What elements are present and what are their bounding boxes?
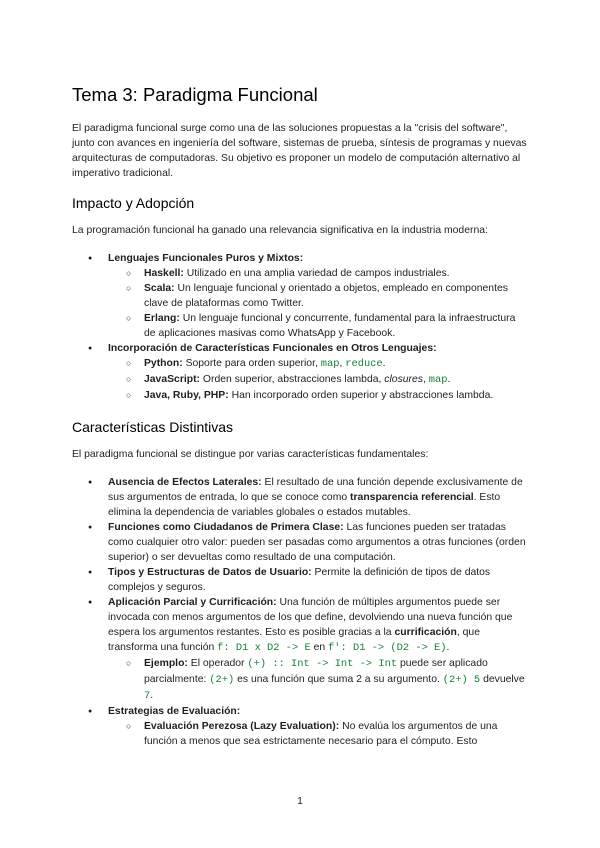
list-item-python: [108, 356, 528, 372]
item-text: , que transforma una función: [108, 627, 480, 653]
list-item-aplicacion: [72, 595, 528, 704]
period: .: [446, 642, 450, 653]
item-label: Funciones como Ciudadanos de Primera Clase:: [108, 522, 344, 533]
item-label: Tipos y Estructuras de Datos de Usuario:: [108, 567, 312, 578]
italic-closures: closures: [384, 374, 423, 385]
list-item-ejemplo: [108, 656, 528, 704]
list-item-perezosa: [108, 719, 528, 749]
impacto-list: [72, 251, 528, 403]
period: .: [150, 690, 154, 701]
lang-desc: Un lenguaje funcional y concurrente, fundamental para la infraestructura de aplicaciones masivas como WhatsApp y Facebook.: [144, 313, 516, 339]
estrategias-sublist: [108, 719, 528, 749]
item-text: puede ser aplicado parcialmente:: [144, 658, 488, 685]
item-text: devuelve: [483, 674, 525, 685]
lang-desc: Un lenguaje funcional y orientado a objetos, empleado en componentes clave de plataformas como Twitter.: [144, 283, 508, 309]
item-text: El operador: [190, 658, 245, 669]
impacto-lead: La programación funcional ha ganado una relevancia significativa en la industria moderna:: [72, 225, 488, 236]
list-item-java-ruby-php: [108, 388, 528, 403]
code-map: map: [428, 374, 448, 386]
lang-name: Erlang:: [144, 313, 180, 324]
period: .: [447, 374, 451, 385]
code-reduce: reduce: [345, 358, 383, 370]
code-result: 7: [144, 690, 151, 702]
code-map: map: [320, 358, 340, 370]
item-label: Lenguajes Funcionales Puros y Mixtos:: [108, 253, 304, 264]
item-text: . Esto elimina la dependencia de variables globales o estados mutables.: [108, 492, 501, 518]
item-text: Permite la definición de tipos de datos complejos y seguros.: [108, 567, 491, 593]
bold-term: transparencia referencial: [350, 492, 474, 503]
item-label: Ejemplo:: [144, 658, 188, 669]
item-label: Evaluación Perezosa (Lazy Evaluation):: [144, 721, 340, 732]
lang-name: Scala:: [144, 283, 175, 294]
intro-paragraph: El paradigma funcional surge como una de las soluciones propuestas a la "crisis del software", junto con avances en ingeniería del software, sistemas de prueba, síntesis de programas y nuevas arquitecturas de computadoras. Su objetivo es proponer un modelo de computación alternativo al imperativo tradicional.: [72, 123, 527, 179]
item-label: Aplicación Parcial y Currificación:: [108, 597, 277, 608]
bold-term: currificación: [394, 627, 457, 638]
item-text: es una función que suma 2 a su argumento.: [237, 674, 440, 685]
lang-desc: Utilizado en una amplia variedad de campos industriales.: [186, 268, 450, 279]
caracteristicas-list: [72, 475, 528, 749]
caracteristicas-lead: El paradigma funcional se distingue por varias características fundamentales:: [72, 449, 429, 460]
incorporacion-sublist: [108, 356, 528, 403]
item-text: en: [313, 642, 326, 653]
list-item-estrategias: [72, 704, 528, 749]
code-application: (2+) 5: [442, 674, 481, 686]
lang-name: Java, Ruby, PHP:: [144, 390, 229, 401]
item-text: Las funciones pueden ser tratadas como cualquier otro valor: pueden ser pasadas como argumentos a otras funciones (orden superior) o ser devueltas como resultado de una computación.: [108, 522, 526, 563]
lang-desc: Orden superior, abstracciones lambda,: [202, 374, 382, 385]
code-signature-curried: f': D1 -> (D2 -> E): [328, 642, 447, 654]
list-item-tipos: [72, 565, 528, 595]
section-heading-caracteristicas: Características Distintivas: [72, 419, 234, 435]
page-number: 1: [297, 796, 303, 807]
aplicacion-sublist: [108, 656, 528, 704]
list-item-funciones: [72, 520, 528, 565]
list-item-scala: [108, 281, 528, 311]
item-label: Estrategias de Evaluación:: [108, 706, 241, 717]
item-text: El resultado de una función depende exclusivamente de sus argumentos de entrada, lo que se conoce como: [108, 477, 523, 503]
code-signature: f: D1 x D2 -> E: [217, 642, 311, 654]
lang-desc: Soporte para orden superior,: [185, 358, 318, 369]
item-text: Una función de múltiples argumentos puede ser invocada con menos argumentos de los que define, devolviendo una nueva función que espera los argumentos restantes. Esto es posible gracias a la: [108, 597, 513, 638]
separator: ,: [339, 358, 343, 369]
lang-name: Haskell:: [144, 268, 184, 279]
separator: ,: [422, 374, 426, 385]
item-label: Ausencia de Efectos Laterales:: [108, 477, 262, 488]
code-partial: (2+): [209, 674, 235, 686]
list-item-javascript: [108, 372, 528, 388]
item-label: Incorporación de Características Funcionales en Otros Lenguajes:: [108, 343, 437, 354]
code-operator-type: (+) :: Int -> Int -> Int: [247, 658, 398, 670]
lang-name: JavaScript:: [144, 374, 201, 385]
list-item-lenguajes: [72, 251, 528, 341]
lenguajes-sublist: [108, 266, 528, 341]
lang-desc: Han incorporado orden superior y abstracciones lambda.: [231, 390, 494, 401]
lang-name: Python:: [144, 358, 183, 369]
list-item-erlang: [108, 311, 528, 341]
section-heading-impacto: Impacto y Adopción: [72, 195, 195, 211]
page-title: Tema 3: Paradigma Funcional: [72, 84, 318, 105]
list-item-haskell: [108, 266, 528, 281]
list-item-efectos: [72, 475, 528, 520]
document-page: [72, 84, 528, 764]
period: .: [382, 358, 386, 369]
list-item-incorporacion: [72, 341, 528, 403]
item-text: No evalúa los argumentos de una función a menos que sea estrictamente necesario para el cómputo. Esto: [144, 721, 498, 747]
